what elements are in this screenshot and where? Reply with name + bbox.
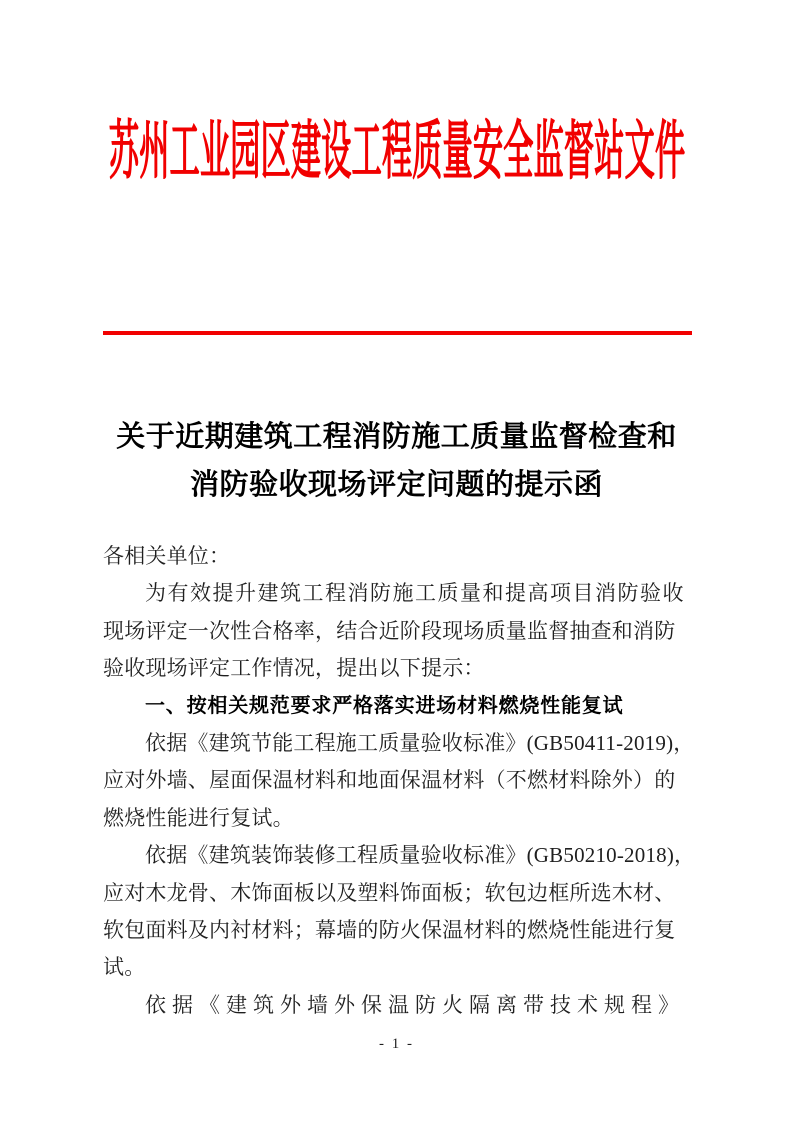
body-line: 依据《建筑节能工程施工质量验收标准》(GB50411-2019)， (145, 730, 695, 755)
body-section-heading: 一、按相关规范要求严格落实进场材料燃烧性能复试 (145, 694, 624, 717)
letterhead-banner (0, 112, 793, 192)
body-line: 应对木龙骨、木饰面板以及塑料饰面板；软包边框所选木材、 (103, 880, 676, 905)
document-title-line-1: 关于近期建筑工程消防施工质量监督检查和 (116, 421, 677, 453)
body-line: 依据《建筑外墙外保温防火隔离带技术规程》 (145, 992, 685, 1017)
body-line: 软包面料及内衬材料；幕墙的防火保温材料的燃烧性能进行复 (103, 917, 676, 942)
body-line: 验收现场评定工作情况，提出以下提示： (103, 656, 485, 681)
body-line: 燃烧性能进行复试。 (103, 805, 294, 830)
document-body (103, 538, 709, 1024)
red-divider-rule (103, 331, 692, 335)
body-line: 依据《建筑装饰装修工程质量验收标准》(GB50210-2018)， (145, 843, 696, 868)
body-line: 应对外墙、屋面保温材料和地面保温材料（不燃材料除外）的 (103, 768, 676, 793)
body-line: 试。 (103, 955, 146, 980)
document-title-line-2: 消防验收现场评定问题的提示函 (189, 469, 603, 501)
body-line: 为有效提升建筑工程消防施工质量和提高项目消防验收 (145, 581, 685, 606)
body-line-salutation: 各相关单位： (103, 544, 231, 568)
document-title (0, 413, 793, 509)
body-line: 现场评定一次性合格率，结合近阶段现场质量监督抽查和消防 (103, 618, 676, 643)
page-number: - 1 - (379, 1036, 414, 1052)
letterhead-title: 苏州工业园区建设工程质量安全监督站文件 (108, 116, 685, 187)
